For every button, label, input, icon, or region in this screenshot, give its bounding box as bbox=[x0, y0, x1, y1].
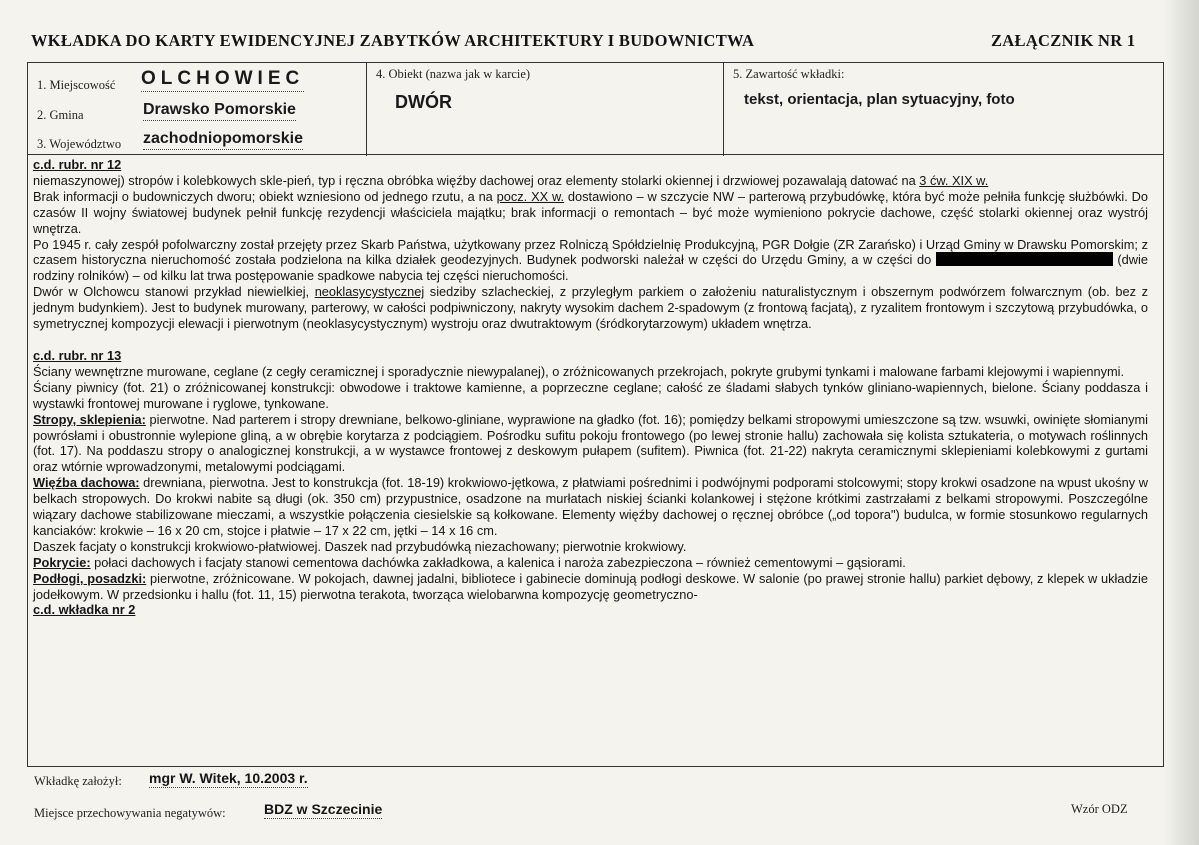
subheading-pokrycie: Pokrycie: bbox=[33, 554, 91, 570]
section-heading-13: c.d. rubr. nr 13 bbox=[33, 347, 122, 363]
miejsce-label: Miejsce przechowywania negatywów: bbox=[34, 806, 226, 820]
column-divider-1 bbox=[366, 62, 367, 156]
form-template-id: Wzór ODZ bbox=[1071, 802, 1128, 816]
paragraph: Dwór w Olchowcu stanowi przykład niewielkiej, neoklasycystycznej siedziby szlacheckiej, z przyległym parkiem o założeniu naturalistycznym i obszernym podwórzem folwarcznym (ob. bez z jednym budynkiem). Jest to budynek murowany, parterowy, w całości podpiwniczony, nakryty wysokim dachem 2-spadowym (z frontową facjatą), z ryzalitem frontowym i szczytową przybudówka, o symetrycznej kompozycji elewacji i pierwotnym (neoklasycystycznym) wystroju oraz dwutraktowym (śródkorytarzowym) układem wnętrza. bbox=[33, 284, 1148, 332]
zalozyl-value: mgr W. Witek, 10.2003 r. bbox=[149, 770, 308, 786]
zawartosc-label: 5. Zawartość wkładki: bbox=[733, 67, 845, 81]
wojewodztwo-label: 3. Województwo bbox=[37, 137, 122, 151]
header-divider bbox=[27, 154, 1164, 155]
miejscowosc-value: OLCHOWIEC bbox=[141, 68, 304, 92]
document-body bbox=[33, 157, 1148, 618]
column-divider-2 bbox=[723, 62, 724, 156]
paragraph: Ściany wewnętrzne murowane, ceglane (z cegły ceramicznej i sporadycznie niewypalanej), o zróżnicowanych przekrojach, pokryte grubymi tynkami i malowane farbami klejowymi i wapiennymi. bbox=[33, 363, 1125, 379]
paragraph: Pokrycie: połaci dachowych i facjaty stanowi cementowa dachówka zakładkowa, a kalenica i naroża zabezpieczona – również cementowymi – gąsiorami. bbox=[33, 554, 906, 570]
miejsce-value: BDZ w Szczecinie bbox=[264, 801, 383, 817]
paragraph: Po 1945 r. cały zespół pofolwarczny został przejęty przez Skarb Państwa, użytkowany przez Rolniczą Spółdzielnię Produkcyjną, PGR Dołgie (ZR Zarańsko) i Urząd Gminy w Drawsku Pomorskim; z czasem historyczna nieruchomość została podzielona na kilka działek geodezyjnych. Budynek podworski należał w części do Urzędu Gminy, a w części do (dwie rodziny rolników) – od kilku lat trwa postępowanie spadkowe nabycia tej części nieruchomości. bbox=[33, 236, 1148, 284]
gmina-label: 2. Gmina bbox=[37, 108, 84, 122]
annex-number: ZAŁĄCZNIK NR 1 bbox=[991, 31, 1136, 50]
paragraph: Więźba dachowa: drewniana, pierwotna. Jest to konstrukcja (fot. 18-19) krokwiowo-jętkowa, z płatwiami pośrednimi i podwójnymi podporami stolcowymi; stopy krokwi osadzone na wpust ukośny w belkach stropowych. Do krokwi nabite są długi (ok. 350 cm) przypustnice, osadzone na murłatach niskiej ścianki kolankowej i stężone krótkimi zastrzałami z belkami stropowymi. Poszczególne wiązary dachowe stabilizowane mieczami, a wszystkie połączenia ciesielskie są kołkowane. Elementy więźby dachowej o ręcznej obróbce („od topora") budulca, w formie stosunkowo regularnych kanciaków: krokwie – 16 x 20 cm, stojce i płatwie – 17 x 22 cm, jętki – 14 x 16 cm. bbox=[33, 475, 1148, 538]
scan-edge bbox=[1165, 0, 1199, 845]
paragraph: Stropy, sklepienia: pierwotne. Nad parterem i stropy drewniane, belkowo-gliniane, wyprawione na gładko (fot. 16); pomiędzy belkami stropowymi umieszczone są tzw. wsuwki, owinięte słomianymi powrósłami i obustronnie wylepione gliną, a w obrębie korytarza z podciągiem. Pośrodku sufitu pokoju frontowego (po lewej stronie hallu) zachowała się kolista sztukateria, o motywach roślinnych (fot. 17). Na poddaszu stropy o analogicznej konstrukcji, a w wystawce frontowej z deskowym pułapem (sufitem). Piwnica (fot. 21-22) nakryta ceramicznymi sklepieniami kolebkowymi z gurtami oraz wtórnie wprowadzonymi, metalowymi podciągami. bbox=[33, 411, 1148, 475]
obiekt-value: DWÓR bbox=[395, 92, 452, 112]
paragraph: Podłogi, posadzki: pierwotne, zróżnicowane. W pokojach, dawnej jadalni, bibliotece i gabinecie dominują podłogi deskowe. W salonie (po prawej stronie hallu) parkiet dębowy, z klepek w układzie jodełkowym. W przedsionku i hallu (fot. 11, 15) pierwotna terakota, tworząca wielobarwna kompozycję geometryczno- bbox=[33, 570, 1148, 602]
paragraph: niemaszynowej) stropów i kolebkowych skle-pień, typ i ręczna obróbka więźby dachowej oraz elementy stolarki okiennej i drzwiowej pozawalają datować na 3 ćw. XIX w. bbox=[33, 172, 989, 188]
zawartosc-value: tekst, orientacja, plan sytuacyjny, foto bbox=[744, 91, 1015, 108]
subheading-wiezba: Więźba dachowa: bbox=[33, 475, 140, 491]
section-heading-12: c.d. rubr. nr 12 bbox=[33, 157, 122, 172]
paragraph: Ściany piwnicy (fot. 21) o zróżnicowanej konstrukcji: obwodowe i traktowe kamienne, a poprzeczne ceglane; całość ze śladami słabych tynków gliniano-wapiennych, bielone. Ściany poddasza i wystawki frontowej murowane i ryglowe, tynkowane. bbox=[33, 379, 1148, 411]
subheading-stropy: Stropy, sklepienia: bbox=[33, 411, 146, 427]
wojewodztwo-value: zachodniopomorskie bbox=[143, 130, 303, 150]
miejscowosc-label: 1. Miejscowość bbox=[37, 78, 116, 92]
paragraph: Daszek facjaty o konstrukcji krokwiowo-płatwiowej. Daszek nad przybudówką niezachowany; pierwotnie krokwiowy. bbox=[33, 538, 687, 554]
document-title: WKŁADKA DO KARTY EWIDENCYJNEJ ZABYTKÓW ARCHITEKTURY I BUDOWNICTWA bbox=[31, 31, 755, 50]
gmina-value: Drawsko Pomorskie bbox=[143, 101, 296, 121]
zalozyl-label: Wkładkę założył: bbox=[34, 774, 122, 788]
paragraph: Brak informacji o budowniczych dworu; obiekt wzniesiono od jednego rzutu, a na pocz. XX w. dostawiono – w szczycie NW – parterową przybudówkę, która być może pełniła funkcję służbówki. Do czasów II wojny światowej budynek pełnił funkcję rezydencji właściciela majątku; brak informacji o remontach – być może wymieniono pokrycie dachowe, część stolarki okiennej oraz wystrój wnętrza. bbox=[33, 188, 1149, 236]
redaction-bar bbox=[936, 252, 1113, 266]
subheading-podlogi: Podłogi, posadzki: bbox=[33, 570, 147, 586]
obiekt-label: 4. Obiekt (nazwa jak w karcie) bbox=[376, 67, 531, 81]
continuation-note: c.d. wkładka nr 2 bbox=[33, 602, 136, 618]
